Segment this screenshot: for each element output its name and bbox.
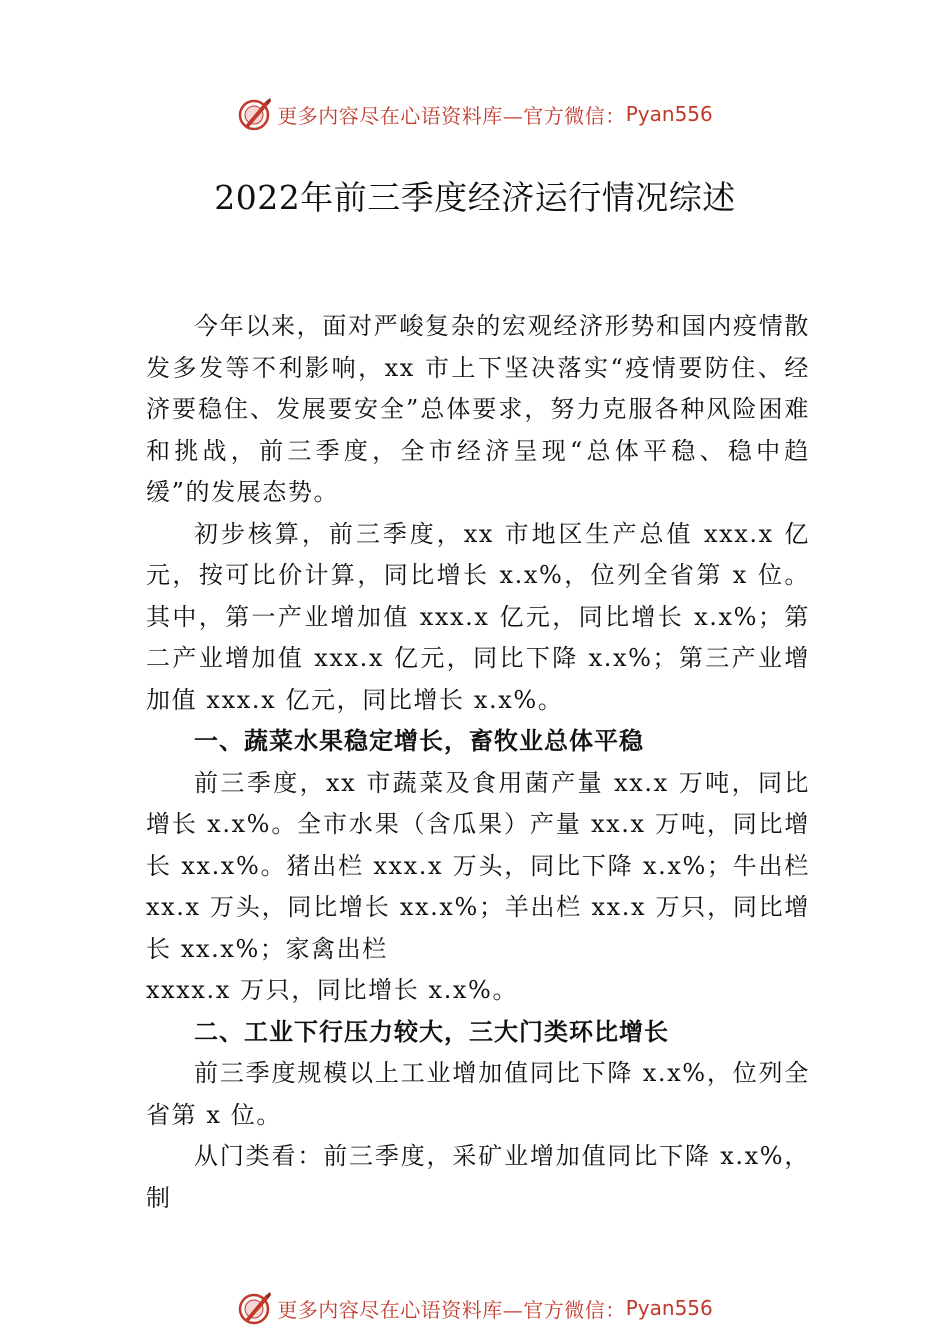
document-body (146, 306, 810, 1219)
paragraph-agriculture-continued: xxxx.x 万只，同比增长 x.x%。 (146, 976, 519, 1004)
watermark-wechat-id: Pyan556 (625, 102, 713, 126)
pen-logo-icon (237, 1290, 273, 1326)
paragraph-industry-categories: 从门类看：前三季度，采矿业增加值同比下降 x.x%，制 (146, 1142, 810, 1212)
watermark-text: 更多内容尽在心语资料库—官方微信： (277, 103, 626, 128)
section-heading-industry: 二、工业下行压力较大，三大门类环比增长 (194, 1017, 669, 1046)
paragraph-gdp: 初步核算，前三季度，xx 市地区生产总值 xxx.x 亿元，按可比价计算，同比增长 x.x%，位列全省第 x 位。其中，第一产业增加值 xxx.x 亿元，同比增长 x.x%；第二产业增加值 xxx.x 亿元，同比下降 x.x%；第三产业增加值 xxx.x 亿元，同比增长 x.x%。 (146, 519, 810, 714)
paragraph-agriculture: 前三季度，xx 市蔬菜及食用菌产量 xx.x 万吨，同比增长 x.x%。全市水果（含瓜果）产量 xx.x 万吨，同比增长 xx.x%。猪出栏 xxx.x 万头，同比下降 x.x%；牛出栏 xx.x 万头，同比增长 xx.x%；羊出栏 xx.x 万只，同比增长 xx.x%；家禽出栏 (146, 768, 810, 963)
watermark-footer (0, 1288, 950, 1328)
watermark-wechat-id: Pyan556 (625, 1296, 713, 1320)
document-title: 2022年前三季度经济运行情况综述 (214, 178, 736, 217)
paragraph-intro: 今年以来，面对严峻复杂的宏观经济形势和国内疫情散发多发等不利影响，xx 市上下坚决落实“疫情要防住、经济要稳住、发展要安全”总体要求，努力克服各种风险困难和挑战，前三季度，全市经济呈现“总体平稳、稳中趋缓”的发展态势。 (146, 312, 810, 506)
pen-logo-icon (237, 96, 273, 132)
section-heading-agriculture: 一、蔬菜水果稳定增长，畜牧业总体平稳 (194, 727, 644, 755)
paragraph-industry: 前三季度规模以上工业增加值同比下降 x.x%，位列全省第 x 位。 (146, 1059, 810, 1129)
watermark-header (0, 94, 950, 134)
watermark-text: 更多内容尽在心语资料库—官方微信： (277, 1297, 626, 1322)
